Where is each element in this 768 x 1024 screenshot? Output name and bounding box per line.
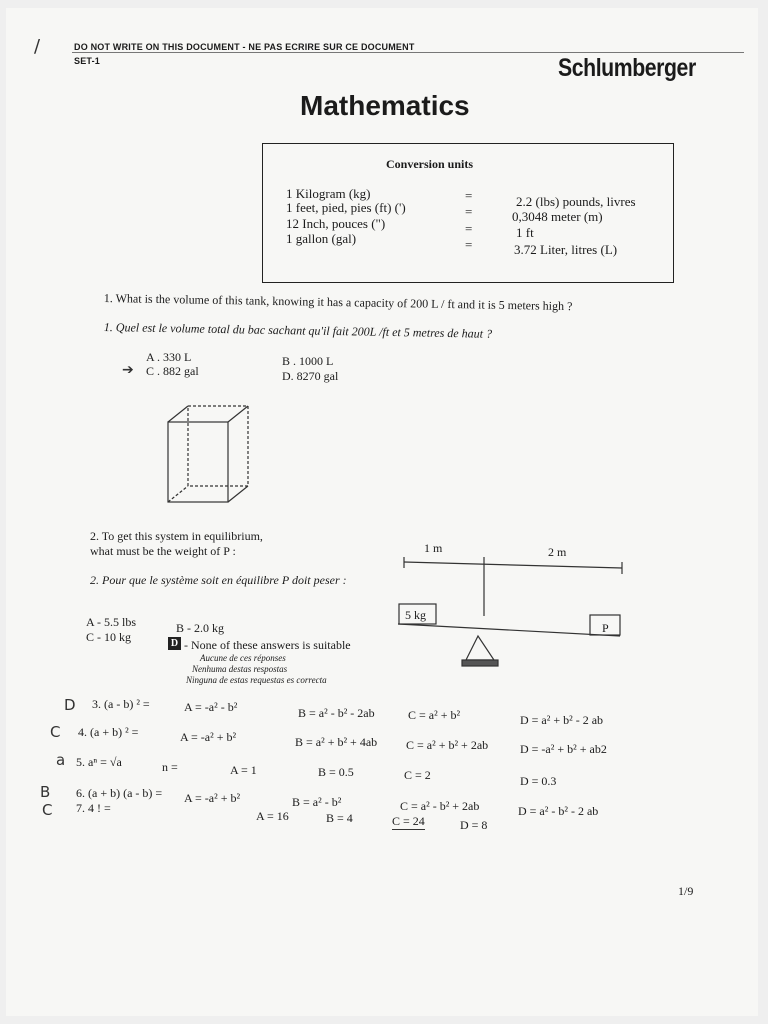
q6-option-c: C = a² - b² + 2ab <box>400 799 480 813</box>
conversion-value: 2.2 (lbs) pounds, livres <box>516 194 636 209</box>
q7-option-c: C = 24 <box>392 814 425 828</box>
q3-option-a: A = -a² - b² <box>184 700 238 714</box>
q6-option-d: D = a² - b² - 2 ab <box>518 804 599 818</box>
q7-option-a: A = 16 <box>256 809 289 823</box>
handwritten-answer: C <box>50 723 61 741</box>
answer-mark-arrow: ➔ <box>122 362 134 378</box>
page-number: 1/9 <box>678 884 694 898</box>
q2-note-pt: Nenhuma destas respostas <box>192 664 288 674</box>
handwritten-answer: a <box>56 751 66 769</box>
q2-option-d-circled: D <box>168 637 181 650</box>
q1-option-a: A . 330 L <box>146 350 192 364</box>
question-2-text-fr: 2. Pour que le système soit en équilibre P doit peser : <box>90 573 347 587</box>
lever-right-weight: P <box>602 621 609 635</box>
q7-option-b: B = 4 <box>326 811 353 825</box>
q3-option-b: B = a² - b² - 2ab <box>298 706 375 720</box>
q5-option-a: A = 1 <box>230 763 257 777</box>
conversion-unit: 1 gallon (gal) <box>286 231 357 246</box>
question-2-text-en-2: what must be the weight of P : <box>90 544 236 558</box>
q2-option-b: B - 2.0 kg <box>176 621 224 635</box>
conversion-heading: Conversion units <box>386 157 474 171</box>
conversion-equals: = <box>465 237 473 252</box>
q4-option-d: D = -a² + b² + ab2 <box>520 742 607 756</box>
conversion-unit: 1 feet, pied, pies (ft) (') <box>286 200 406 215</box>
q4-option-a: A = -a² + b² <box>180 730 237 744</box>
conversion-unit: 1 Kilogram (kg) <box>286 186 371 201</box>
q3-option-c: C = a² + b² <box>408 708 461 722</box>
handwritten-answer: B <box>40 783 51 801</box>
q5-option-c: C = 2 <box>404 768 431 782</box>
lever-left-weight: 5 kg <box>405 608 426 622</box>
q4-option-c: C = a² + b² + 2ab <box>406 738 489 752</box>
lever-dimension-left: 1 m <box>424 541 443 555</box>
conversion-value: 1 ft <box>516 225 534 240</box>
set-label: SET-1 <box>74 56 101 66</box>
conversion-equals: = <box>465 188 473 203</box>
question-6: 6. (a + b) (a - b) = <box>76 786 163 800</box>
q2-note-es: Ninguna de estas requestas es correcta <box>186 675 327 685</box>
conversion-equals: = <box>465 221 473 236</box>
question-7: 7. 4 ! = <box>76 801 111 815</box>
q5-option-d: D = 0.3 <box>520 774 557 788</box>
q7-option-d: D = 8 <box>460 818 488 832</box>
q6-option-b: B = a² - b² <box>292 795 342 809</box>
handwritten-answer: C <box>42 801 53 819</box>
pen-mark: / <box>34 36 41 57</box>
question-1-text-en: 1. What is the volume of this tank, knowing it has a capacity of 200 L / ft and it is 5 meters high ? <box>103 291 573 314</box>
lever-dimension-right: 2 m <box>548 545 567 559</box>
question-4: 4. (a + b) ² = <box>78 725 139 739</box>
q1-option-b: B . 1000 L <box>282 354 334 368</box>
company-logo: Schlumberger <box>558 54 696 82</box>
question-3: 3. (a - b) ² = <box>92 697 150 711</box>
header-notice: DO NOT WRITE ON THIS DOCUMENT - NE PAS ECRIRE SUR CE DOCUMENT <box>74 42 415 52</box>
q2-option-a: A - 5.5 lbs <box>86 615 137 629</box>
q6-option-a: A = -a² + b² <box>184 791 241 805</box>
handwritten-answer: D <box>64 696 76 714</box>
conversion-unit: 12 Inch, pouces (") <box>286 216 386 231</box>
question-1-text-fr: 1. Quel est le volume total du bac sachant qu'il fait 200L /ft et 5 metres de haut ? <box>103 320 493 341</box>
question-5: 5. aⁿ = √a <box>76 755 122 769</box>
page-title: Mathematics <box>300 90 470 121</box>
conversion-value: 0,3048 meter (m) <box>512 209 603 224</box>
q2-option-c: C - 10 kg <box>86 630 131 644</box>
question-2-text-en: 2. To get this system in equilibrium, <box>90 529 263 543</box>
q5-option-b: B = 0.5 <box>318 765 354 779</box>
q2-option-d: - None of these answers is suitable <box>184 638 351 652</box>
conversion-equals: = <box>465 204 473 219</box>
q4-option-b: B = a² + b² + 4ab <box>295 735 378 749</box>
conversion-value: 3.72 Liter, litres (L) <box>514 242 618 257</box>
q2-note-fr: Aucune de ces réponses <box>200 653 286 663</box>
q3-option-d: D = a² + b² - 2 ab <box>520 713 604 727</box>
q5-n-label: n = <box>162 760 178 774</box>
q1-option-c: C . 882 gal <box>146 364 199 378</box>
q1-option-d: D. 8270 gal <box>282 369 339 383</box>
